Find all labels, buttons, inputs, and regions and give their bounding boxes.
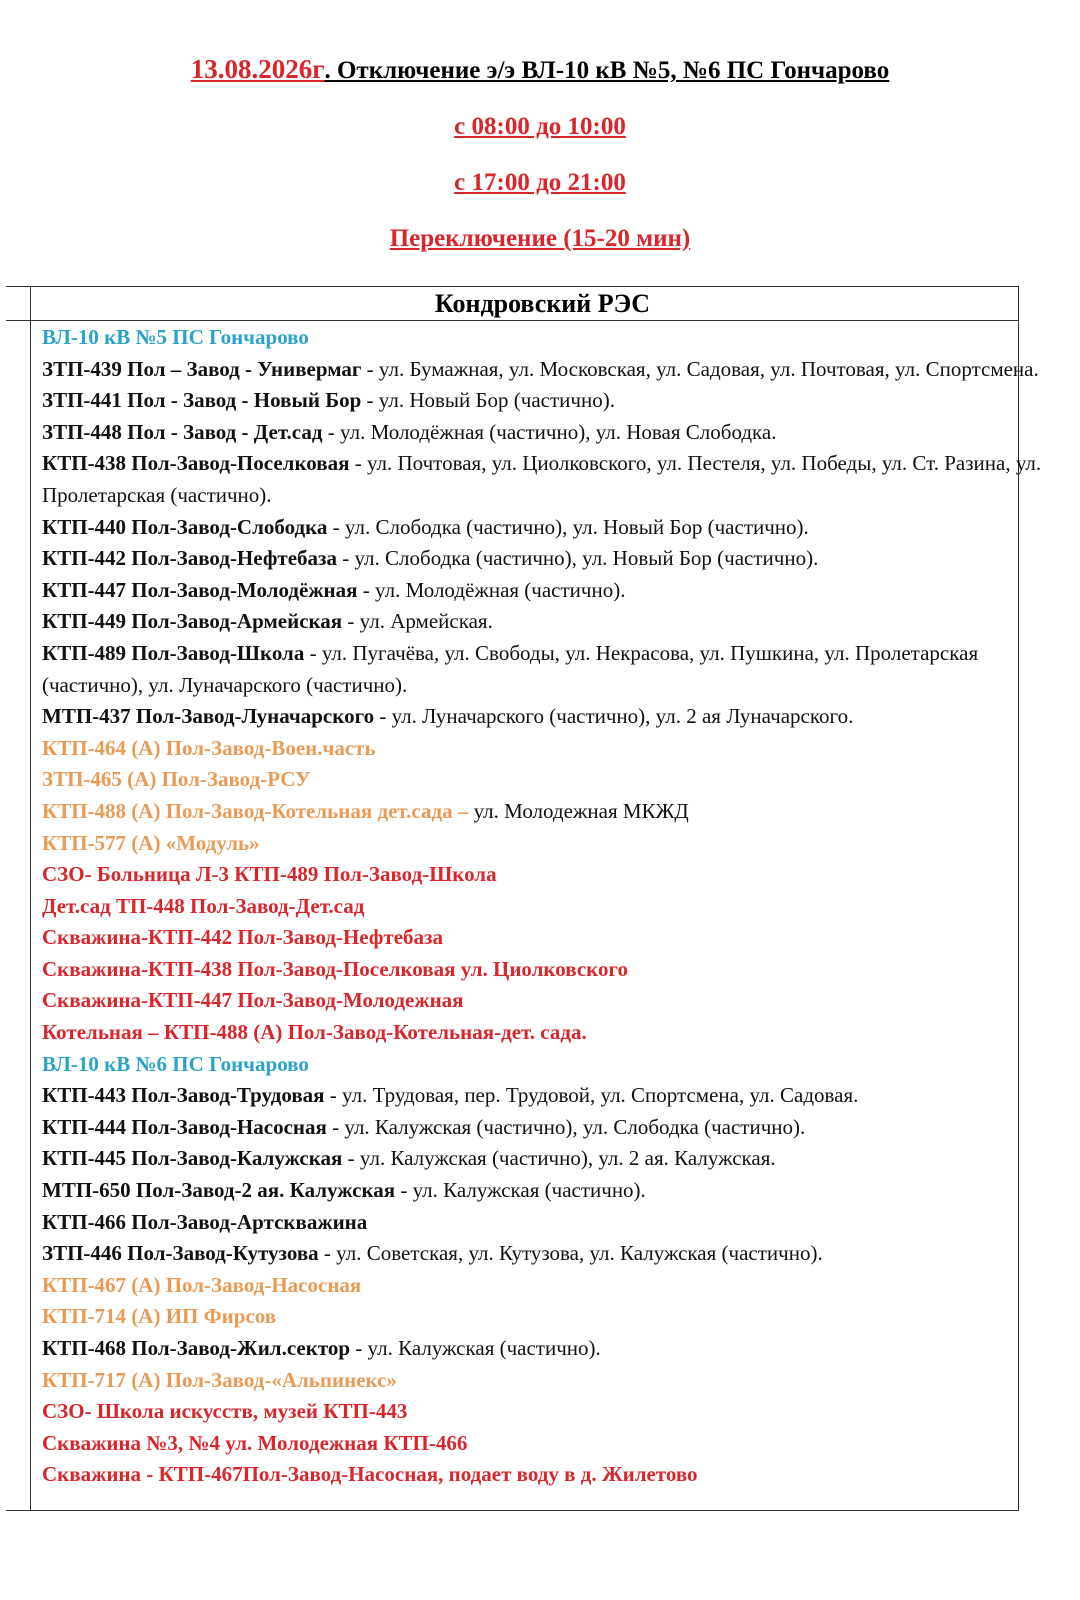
table-row bbox=[42, 1459, 1042, 1491]
affected-streets: - ул. Калужская (частично), ул. 2 ая. Калужская. bbox=[342, 1146, 776, 1171]
affected-streets: - ул. Слободка (частично), ул. Новый Бор (частично). bbox=[327, 514, 809, 539]
table-row bbox=[42, 1365, 1042, 1397]
substation-name: Скважина-КТП-442 Пол-Завод-Нефтебаза bbox=[42, 925, 443, 950]
substation-name: КТП-449 Пол-Завод-Армейская bbox=[42, 609, 343, 634]
affected-streets: - ул. Пугачёва, ул. Свободы, ул. Некрасова, ул. Пушкина, ул. Пролетарская (частично), ул. Луначарского (частично). bbox=[42, 640, 979, 697]
substation-name: Скважина-КТП-438 Пол-Завод-Поселковая ул. Циолковского bbox=[42, 956, 628, 981]
outage-date: 13.08.2026г bbox=[190, 54, 325, 84]
substation-name: МТП-437 Пол-Завод-Луначарского bbox=[42, 704, 375, 729]
table-row bbox=[42, 606, 1042, 638]
table-bottom-border bbox=[6, 1510, 1019, 1511]
table-row bbox=[42, 891, 1042, 923]
substation-name: КТП-444 Пол-Завод-Насосная bbox=[42, 1114, 327, 1139]
affected-streets: - ул. Армейская. bbox=[342, 609, 493, 634]
table-row bbox=[42, 1270, 1042, 1302]
substation-name: Скважина - КТП-467Пол-Завод-Насосная, подает воду в д. Жилетово bbox=[42, 1462, 698, 1487]
table-row bbox=[42, 638, 1042, 701]
table-row bbox=[42, 1428, 1042, 1460]
table-row bbox=[42, 733, 1042, 765]
substation-name: ВЛ-10 кВ №6 ПС Гончарово bbox=[42, 1051, 309, 1076]
table-row bbox=[42, 354, 1042, 386]
affected-streets: ул. Молодежная МКЖД bbox=[468, 798, 689, 823]
substation-name: КТП-577 (А) «Модуль» bbox=[42, 830, 260, 855]
substation-name: КТП-442 Пол-Завод-Нефтебаза bbox=[42, 546, 337, 571]
affected-streets: - ул. Луначарского (частично), ул. 2 ая Луначарского. bbox=[374, 704, 854, 729]
substation-name: МТП-650 Пол-Завод-2 ая. Калужская bbox=[42, 1178, 396, 1203]
table-row bbox=[42, 543, 1042, 575]
table-row bbox=[42, 417, 1042, 449]
outage-title: . Отключение э/э ВЛ-10 кВ №5, №6 ПС Гончарово bbox=[324, 57, 890, 84]
table-row bbox=[42, 954, 1042, 986]
substation-name: КТП-440 Пол-Завод-Слободка bbox=[42, 514, 328, 539]
substation-name: КТП-464 (А) Пол-Завод-Воен.часть bbox=[42, 735, 376, 760]
substation-name: Котельная – КТП-488 (А) Пол-Завод-Котельная-дет. сада. bbox=[42, 1020, 587, 1045]
time-range-morning: с 08:00 до 10:00 bbox=[454, 113, 626, 140]
table-rows bbox=[42, 322, 1042, 1491]
affected-streets: - ул. Трудовая, пер. Трудовой, ул. Спортсмена, ул. Садовая. bbox=[324, 1083, 859, 1108]
affected-streets: - ул. Новый Бор (частично). bbox=[361, 388, 615, 413]
table-row bbox=[42, 859, 1042, 891]
table-row bbox=[42, 1080, 1042, 1112]
table-row bbox=[42, 701, 1042, 733]
table-row bbox=[42, 1238, 1042, 1270]
substation-name: КТП-438 Пол-Завод-Поселковая bbox=[42, 451, 350, 476]
table-row bbox=[42, 1396, 1042, 1428]
affected-streets: - ул. Калужская (частично). bbox=[350, 1336, 601, 1360]
affected-streets: - ул. Бумажная, ул. Московская, ул. Садовая, ул. Почтовая, ул. Спортсмена. bbox=[361, 356, 1039, 381]
substation-name: ЗТП-439 Пол – Завод - Универмаг bbox=[42, 356, 362, 381]
table-row bbox=[42, 1301, 1042, 1333]
table-row bbox=[42, 985, 1042, 1017]
table-row bbox=[42, 922, 1042, 954]
affected-streets: - ул. Калужская (частично), ул. Слободка (частично). bbox=[326, 1114, 806, 1139]
substation-name: ЗТП-465 (А) Пол-Завод-РСУ bbox=[42, 767, 311, 792]
substation-name: КТП-714 (А) ИП Фирсов bbox=[42, 1304, 277, 1329]
table-row bbox=[42, 764, 1042, 796]
substation-name: СЗО- Больница Л-3 КТП-489 Пол-Завод-Школа bbox=[42, 862, 497, 887]
substation-name: КТП-468 Пол-Завод-Жил.сектор bbox=[42, 1336, 351, 1360]
affected-streets: - ул. Советская, ул. Кутузова, ул. Калужская (частично). bbox=[318, 1241, 823, 1266]
table-row bbox=[42, 512, 1042, 544]
substation-name: ВЛ-10 кВ №5 ПС Гончарово bbox=[42, 325, 309, 349]
outage-table bbox=[6, 286, 1048, 1560]
table-row bbox=[42, 448, 1042, 511]
line-section-heading bbox=[42, 322, 1042, 354]
table-row bbox=[42, 1333, 1042, 1365]
substation-name: КТП-443 Пол-Завод-Трудовая bbox=[42, 1083, 325, 1108]
switching-note: Переключение (15-20 мин) bbox=[389, 225, 691, 252]
substation-name: СЗО- Школа искусств, музей КТП-443 bbox=[42, 1399, 408, 1424]
substation-name: Скважина №3, №4 ул. Молодежная КТП-466 bbox=[42, 1430, 468, 1455]
substation-name: ЗТП-446 Пол-Завод-Кутузова bbox=[42, 1241, 319, 1266]
outage-heading bbox=[0, 54, 1080, 85]
substation-name: КТП-466 Пол-Завод-Артскважина bbox=[42, 1209, 368, 1234]
table-row bbox=[42, 1143, 1042, 1175]
substation-name: Дет.сад ТП-448 Пол-Завод-Дет.сад bbox=[42, 893, 365, 918]
affected-streets: - ул. Слободка (частично), ул. Новый Бор (частично). bbox=[336, 546, 819, 571]
table-left-column-border bbox=[30, 286, 31, 1510]
table-row bbox=[42, 575, 1042, 607]
time-range-evening: с 17:00 до 21:00 bbox=[454, 169, 626, 196]
substation-name: Скважина-КТП-447 Пол-Завод-Молодежная bbox=[42, 988, 464, 1013]
substation-name: КТП-488 (А) Пол-Завод-Котельная дет.сада – bbox=[42, 798, 469, 823]
affected-streets: - ул. Молодёжная (частично), ул. Новая Слободка. bbox=[322, 419, 777, 444]
substation-name: КТП-445 Пол-Завод-Калужская bbox=[42, 1146, 343, 1171]
table-row bbox=[42, 828, 1042, 860]
table-row bbox=[42, 1207, 1042, 1239]
table-row bbox=[42, 796, 1042, 828]
substation-name: КТП-447 Пол-Завод-Молодёжная bbox=[42, 577, 358, 602]
affected-streets: - ул. Калужская (частично). bbox=[395, 1178, 646, 1203]
substation-name: ЗТП-441 Пол - Завод - Новый Бор bbox=[42, 388, 362, 413]
line-section-heading bbox=[42, 1049, 1042, 1081]
substation-name: КТП-717 (А) Пол-Завод-«Альпинекс» bbox=[42, 1367, 397, 1392]
table-row bbox=[42, 1175, 1042, 1207]
table-row bbox=[42, 385, 1042, 417]
table-title: Кондровский РЭС bbox=[434, 289, 651, 318]
table-header-border bbox=[6, 320, 1019, 321]
affected-streets: - ул. Почтовая, ул. Циолковского, ул. Пестеля, ул. Победы, ул. Ст. Разина, ул. Пролетарская (частично). bbox=[42, 451, 1042, 507]
substation-name: ЗТП-448 Пол - Завод - Дет.сад bbox=[42, 419, 323, 444]
substation-name: КТП-489 Пол-Завод-Школа bbox=[42, 640, 305, 665]
substation-name: КТП-467 (А) Пол-Завод-Насосная bbox=[42, 1272, 362, 1297]
affected-streets: - ул. Молодёжная (частично). bbox=[357, 577, 626, 602]
table-row bbox=[42, 1112, 1042, 1144]
table-row bbox=[42, 1017, 1042, 1049]
